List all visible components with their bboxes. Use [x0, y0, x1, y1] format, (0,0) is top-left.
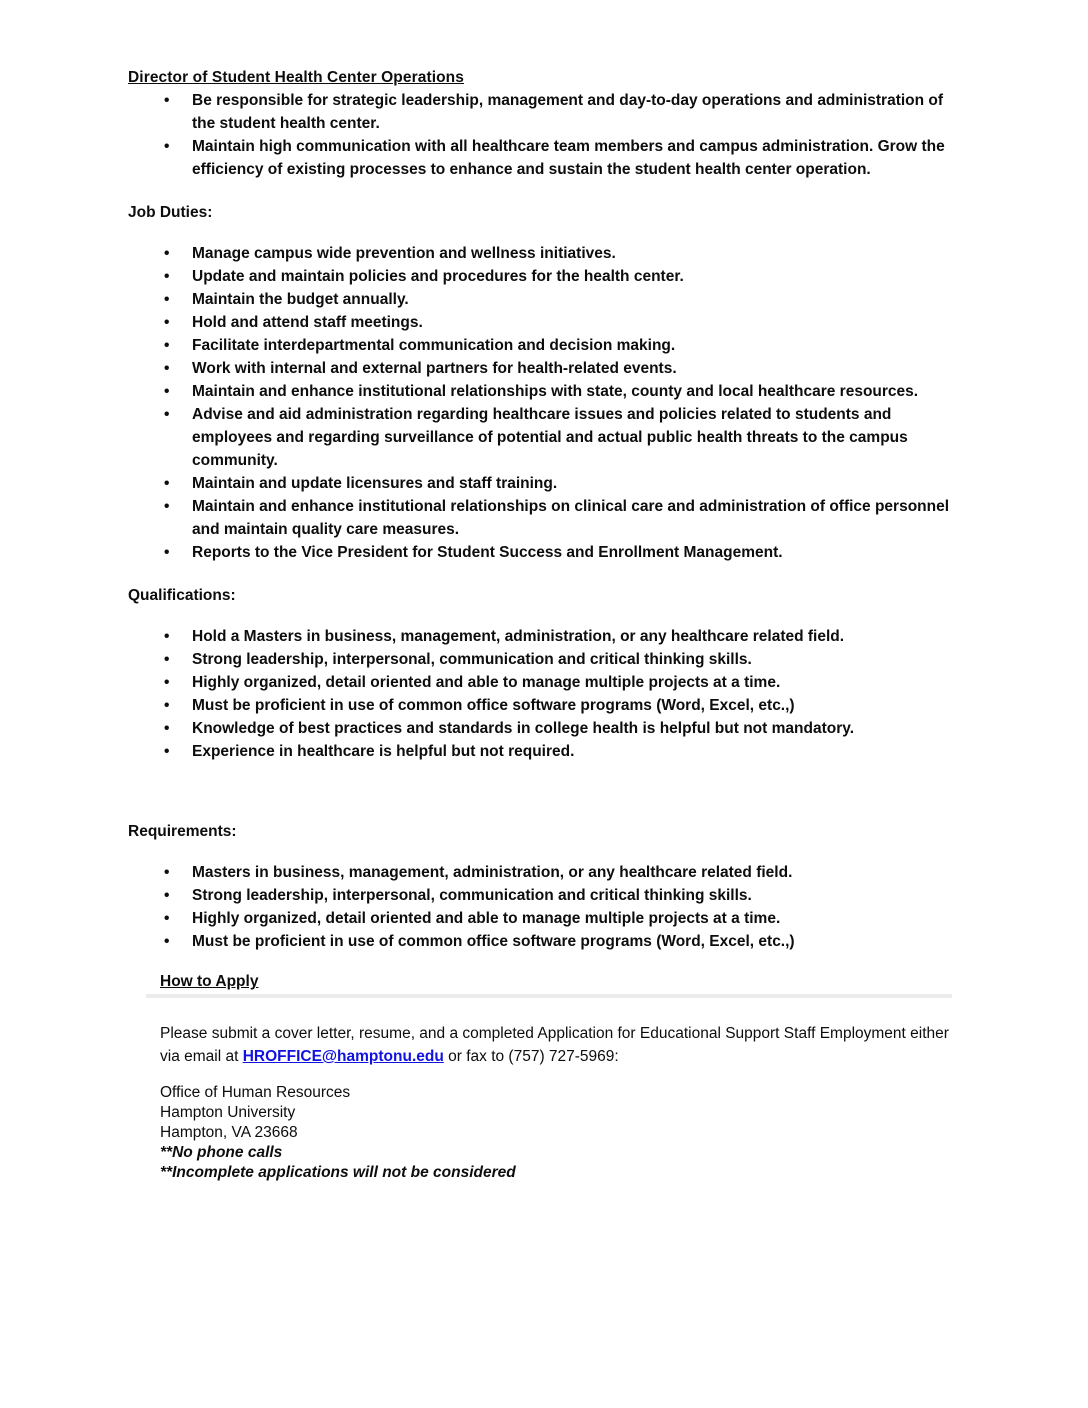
job-duty-item: • Manage campus wide prevention and wellness initiatives. [128, 242, 968, 265]
job-duty-item: • Reports to the Vice President for Student Success and Enrollment Management. [128, 541, 968, 564]
address-line: Hampton University [160, 1104, 296, 1121]
job-duty-item: • Maintain and update licensures and staff training. [128, 472, 968, 495]
note-line: **Incomplete applications will not be considered [160, 1164, 516, 1181]
section-job-duties [128, 201, 968, 564]
requirement-item: • Masters in business, management, administration, or any healthcare related field. [128, 861, 968, 884]
section-requirements [128, 820, 968, 953]
qualifications-heading: Qualifications: [128, 587, 236, 604]
qualification-item: • Knowledge of best practices and standards in college health is helpful but not mandatory. [128, 717, 968, 740]
job-duty-item: • Work with internal and external partners for health-related events. [128, 357, 968, 380]
job-duty-item: • Update and maintain policies and procedures for the health center. [128, 265, 968, 288]
qualification-item: • Must be proficient in use of common office software programs (Word, Excel, etc.,) [128, 694, 968, 717]
how-to-apply-section [160, 953, 968, 1183]
hr-address [160, 1083, 968, 1143]
qualification-item: • Hold a Masters in business, management, administration, or any healthcare related field. [128, 625, 968, 648]
intro-bullet-item: • Maintain high communication with all healthcare team members and campus administration. Grow the efficiency of existing processes to enhance and sustain the student health center operation. [128, 135, 968, 181]
qualification-item: • Experience in healthcare is helpful but not required. [128, 740, 968, 763]
job-duty-item: • Advise and aid administration regarding healthcare issues and policies related to students and employees and regarding surveillance of potential and actual public health threats to the campus community. [128, 403, 968, 472]
intro-bullet-list [128, 89, 968, 181]
how-to-apply-heading: How to Apply [160, 973, 259, 990]
horizontal-divider [146, 994, 952, 998]
hr-email-link[interactable]: HROFFICE@hamptonu.edu [242, 1048, 444, 1065]
address-line: Hampton, VA 23668 [160, 1124, 298, 1141]
qualifications-list [128, 625, 968, 763]
job-duty-item: • Hold and attend staff meetings. [128, 311, 968, 334]
job-duty-item: • Maintain and enhance institutional relationships on clinical care and administration of office personnel and maintain quality care measures. [128, 495, 968, 541]
job-duty-item: • Facilitate interdepartmental communication and decision making. [128, 334, 968, 357]
job-duty-item: • Maintain the budget annually. [128, 288, 968, 311]
section-qualifications [128, 584, 968, 763]
application-notes [160, 1143, 968, 1183]
instructions-text-after-link: or fax to (757) 727-5969: [443, 1048, 619, 1065]
qualification-item: • Strong leadership, interpersonal, communication and critical thinking skills. [128, 648, 968, 671]
intro-bullet-item: • Be responsible for strategic leadership, management and day-to-day operations and administration of the student health center. [128, 89, 968, 135]
job-duties-list [128, 242, 968, 564]
requirement-item: • Must be proficient in use of common office software programs (Word, Excel, etc.,) [128, 930, 968, 953]
instructions-text-before-link: Please submit a cover letter, resume, and a completed Application for Educational Support Staff Employment either via email at [160, 1025, 949, 1065]
qualification-item: • Highly organized, detail oriented and able to manage multiple projects at a time. [128, 671, 968, 694]
requirements-heading: Requirements: [128, 823, 237, 840]
job-duties-heading: Job Duties: [128, 204, 213, 221]
address-line: Office of Human Resources [160, 1084, 351, 1101]
requirement-item: • Highly organized, detail oriented and able to manage multiple projects at a time. [128, 907, 968, 930]
note-line: **No phone calls [160, 1144, 283, 1161]
requirements-list [128, 861, 968, 953]
application-instructions [160, 1022, 950, 1068]
page-title: Director of Student Health Center Operations [128, 69, 464, 86]
job-duty-item: • Maintain and enhance institutional relationships with state, county and local healthcare resources. [128, 380, 968, 403]
requirement-item: • Strong leadership, interpersonal, communication and critical thinking skills. [128, 884, 968, 907]
